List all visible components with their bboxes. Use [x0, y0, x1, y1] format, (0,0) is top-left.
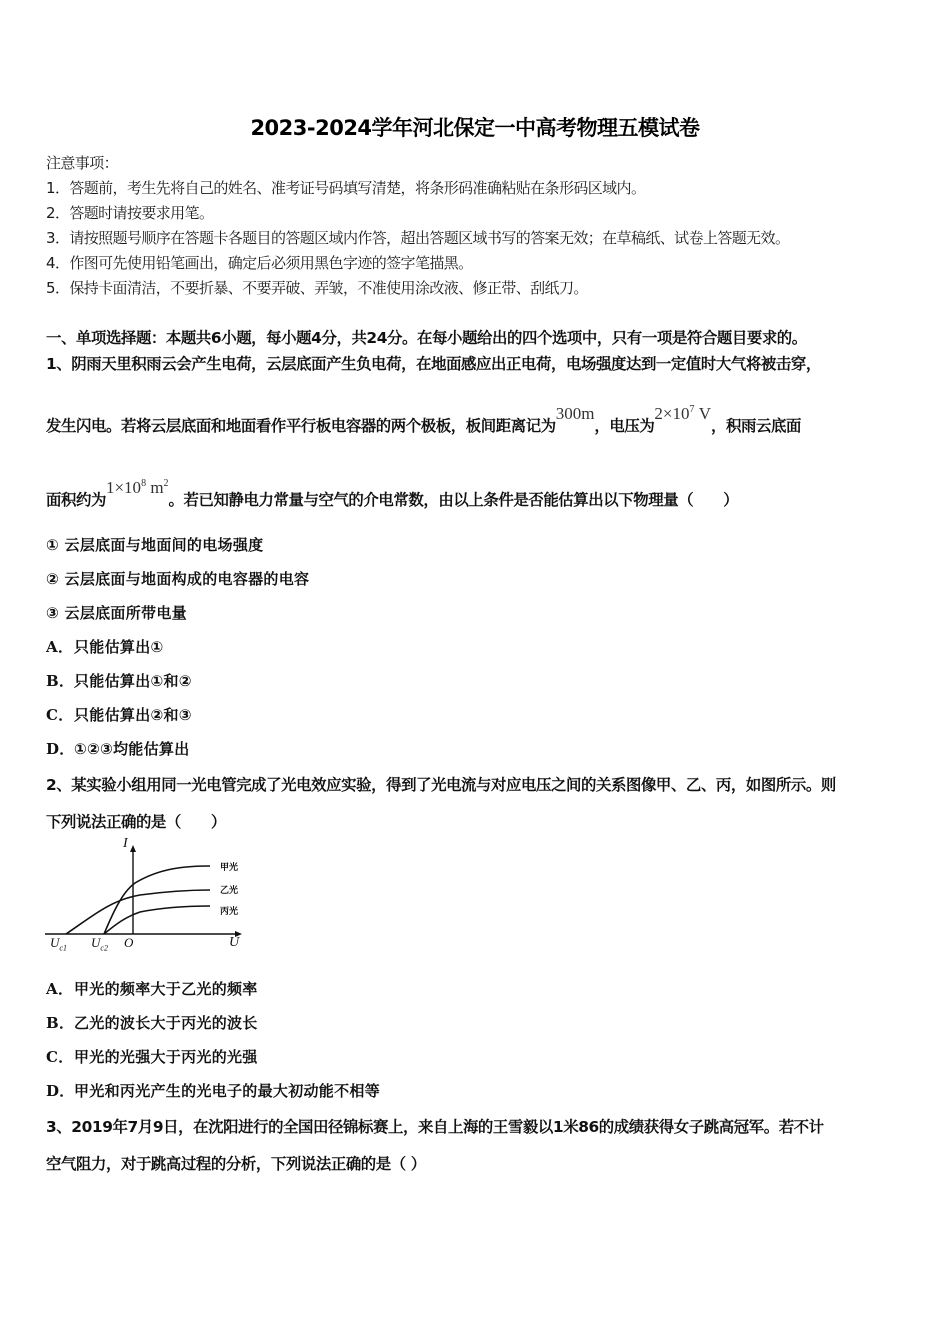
option-text: 只能估算出②和③: [74, 706, 192, 724]
option-text: ①②③均能估算出: [74, 740, 190, 758]
option-text: 乙光的波长大于丙光的波长: [74, 1014, 258, 1032]
uc2-sub: c2: [100, 943, 108, 953]
q1-option-d[interactable]: [46, 738, 190, 759]
option-letter: D．: [46, 1082, 75, 1100]
q1-statement-2: ② 云层底面与地面构成的电容器的电容: [46, 570, 310, 588]
notice-item-2: 2．答题时请按要求用笔。: [46, 204, 214, 222]
photoelectric-iu-graph: [40, 836, 260, 960]
area-base: 1×10: [105, 478, 142, 497]
option-letter: A．: [46, 638, 74, 656]
x-axis-label: U: [229, 935, 240, 950]
option-text: 只能估算出①和②: [74, 672, 192, 690]
area-unit-exp: 2: [163, 478, 169, 489]
q1-line-3b: 。若已知静电力常量与空气的介电常数，由以上条件是否能估算出以下物理量（ ）: [168, 491, 739, 509]
q1-line-1: 1、阴雨天里积雨云会产生电荷，云层底面产生负电荷，在地面感应出正电荷，电场强度达到一定值时大气将被击穿，: [46, 355, 821, 373]
curve-label-yi: 乙光: [220, 886, 239, 896]
q3-line-2: 空气阻力，对于跳高过程的分析，下列说法正确的是（ ）: [46, 1155, 426, 1173]
area-formula: [106, 478, 169, 497]
voltage-unit: V: [694, 404, 712, 423]
notice-heading: 注意事项：: [46, 154, 119, 172]
voltage-exp: 7: [689, 404, 695, 415]
q2-option-a[interactable]: [46, 978, 258, 999]
q2-option-c[interactable]: [46, 1046, 258, 1067]
uc2-label: [91, 935, 108, 953]
voltage-formula: [654, 404, 711, 423]
q2-option-d[interactable]: [46, 1080, 380, 1101]
section-heading: 一、单项选择题：本题共6小题，每小题4分，共24分。在每小题给出的四个选项中，只有一项是符合题目要求的。: [46, 329, 807, 347]
option-letter: C．: [46, 706, 74, 724]
option-letter: D．: [46, 740, 75, 758]
origin-label: O: [124, 935, 134, 950]
q1-option-b[interactable]: [46, 670, 192, 691]
option-text: 甲光的光强大于丙光的光强: [74, 1048, 258, 1066]
uc1-sub: c1: [59, 943, 67, 953]
curve-label-jia: 甲光: [220, 863, 239, 873]
q2-line-1: 2、某实验小组用同一光电管完成了光电效应实验，得到了光电流与对应电压之间的关系图像甲、乙、丙，如图所示。则: [46, 776, 836, 794]
option-text: 甲光的频率大于乙光的频率: [74, 980, 258, 998]
uc1-main: U: [50, 935, 60, 950]
option-letter: C．: [46, 1048, 74, 1066]
q1-line-2c: ，积雨云底面: [711, 417, 801, 435]
y-axis-label: I: [123, 836, 128, 851]
area-unit: m: [146, 478, 164, 497]
q1-statement-1: ① 云层底面与地面间的电场强度: [46, 536, 264, 554]
uc1-label: [50, 935, 67, 953]
notice-item-5: 5．保持卡面清洁，不要折暴、不要弄破、弄皱，不准使用涂改液、修正带、刮纸刀。: [46, 279, 588, 297]
notice-item-4: 4．作图可先使用铅笔画出，确定后必须用黑色字迹的签字笔描黑。: [46, 254, 473, 272]
q2-line-2: 下列说法正确的是（ ）: [46, 813, 226, 831]
q1-option-c[interactable]: [46, 704, 192, 725]
area-exp: 8: [141, 478, 147, 489]
q1-option-a[interactable]: [46, 636, 164, 657]
notice-item-1: 1．答题前，考生先将自己的姓名、准考证号码填写清楚，将条形码准确粘贴在条形码区域内。: [46, 179, 646, 197]
option-letter: B．: [46, 1014, 75, 1032]
q2-option-b[interactable]: [46, 1012, 258, 1033]
option-text: 甲光和丙光产生的光电子的最大初动能不相等: [74, 1082, 381, 1100]
q1-line-2b: ，电压为: [594, 417, 655, 435]
uc2-main: U: [91, 935, 101, 950]
curve-label-bing: 丙光: [220, 907, 239, 917]
distance-formula: 300m: [555, 404, 595, 423]
page-title: 2023-2024学年河北保定一中高考物理五模试卷: [250, 116, 700, 140]
q1-statement-3: ③ 云层底面所带电量: [46, 604, 187, 622]
q1-line-2a: 发生闪电。若将云层底面和地面看作平行板电容器的两个极板，板间距离记为: [46, 417, 556, 435]
notice-item-3: 3．请按照题号顺序在答题卡各题目的答题区域内作答，超出答题区域书写的答案无效；在草稿纸、试卷上答题无效。: [46, 229, 790, 247]
voltage-base: 2×10: [654, 404, 690, 423]
option-letter: A．: [46, 980, 74, 998]
q1-line-3a: 面积约为: [46, 491, 106, 509]
option-letter: B．: [46, 672, 75, 690]
q3-line-1: 3、2019年7月9日，在沈阳进行的全国田径锦标赛上，来自上海的王雪毅以1米86的成绩获得女子跳高冠军。若不计: [46, 1118, 824, 1136]
option-text: 只能估算出①: [74, 638, 164, 656]
